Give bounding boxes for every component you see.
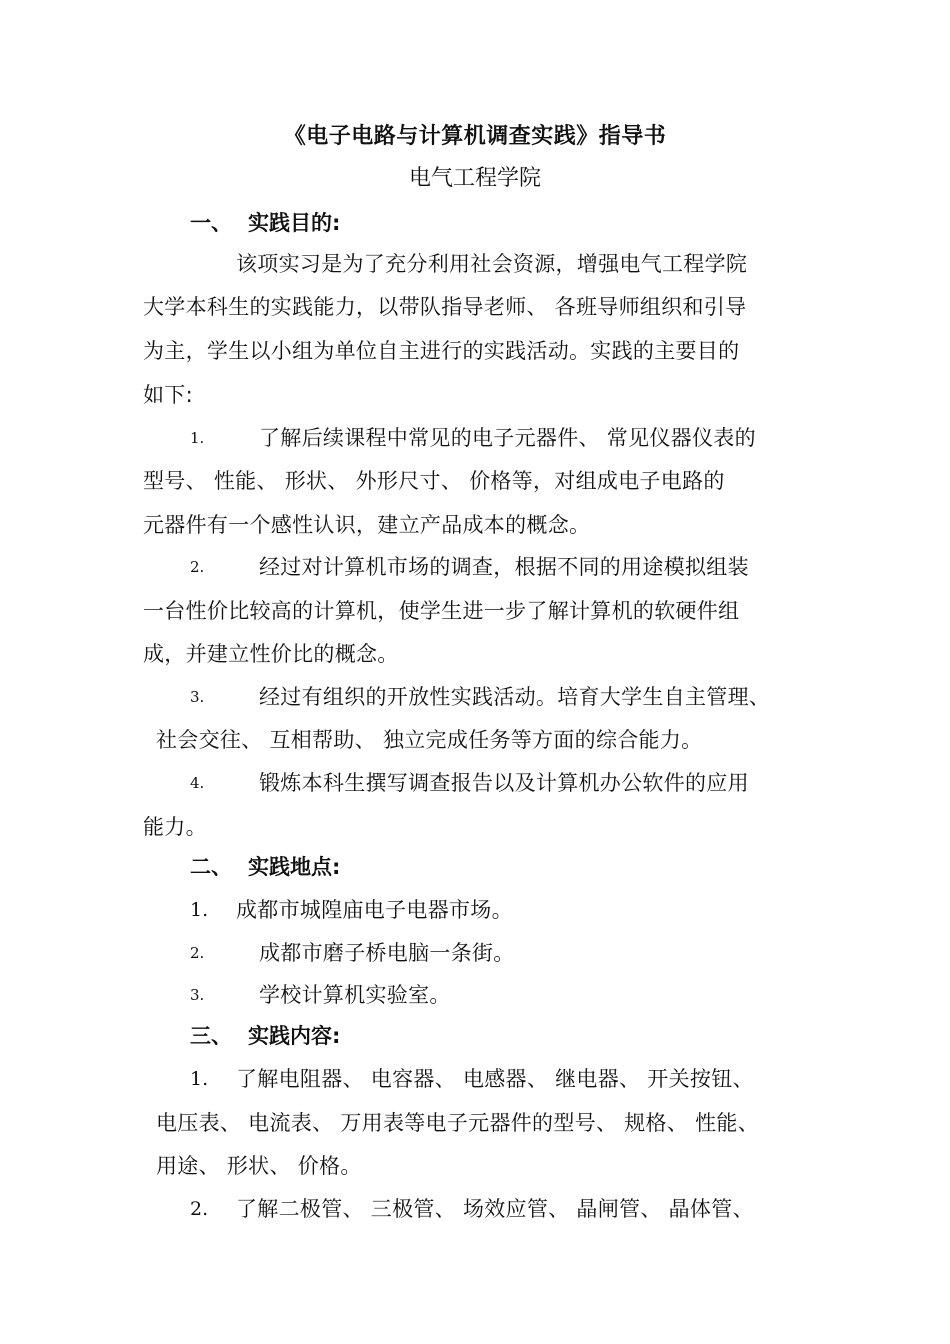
paragraph-line: 大学本科生的实践能力，以带队指导老师、 各班导师组织和引导 — [143, 295, 747, 319]
list-item-line: 成都市磨子桥电脑一条街。 — [259, 941, 515, 965]
section-1-heading — [190, 205, 340, 241]
section-number: 三、 — [190, 1024, 232, 1048]
document-title: 《电子电路与计算机调查实践》指导书 — [283, 124, 667, 149]
list-item-line: 用途、 形状、 价格。 — [156, 1154, 362, 1178]
list-item-line: 了解二极管、 三极管、 场效应管、 晶闸管、 晶体管、 — [236, 1197, 754, 1221]
list-marker: 4. — [190, 774, 205, 792]
section-number: 一、 — [190, 211, 232, 235]
list-item-line: 型号、 性能、 形状、 外形尺寸、 价格等，对组成电子电路的 — [143, 469, 725, 493]
list-item-line: 社会交往、 互相帮助、 独立完成任务等方面的综合能力。 — [156, 728, 703, 752]
list-item-line: 学校计算机实验室。 — [259, 983, 451, 1007]
list-item-line: 能力。 — [143, 815, 207, 839]
list-marker: 1. — [190, 899, 209, 921]
list-marker: 1. — [190, 429, 205, 447]
paragraph-line: 为主，学生以小组为单位自主进行的实践活动。实践的主要目的 — [143, 339, 740, 363]
list-item-line: 了解后续课程中常见的电子元器件、 常见仪器仪表的 — [259, 426, 756, 450]
list-marker: 3. — [190, 688, 205, 706]
list-marker: 2. — [190, 558, 205, 576]
paragraph-line: 该项实习是为了充分利用社会资源，增强电气工程学院 — [236, 252, 748, 276]
list-item-line: 锻炼本科生撰写调查报告以及计算机办公软件的应用 — [259, 771, 749, 795]
list-marker: 2. — [190, 944, 205, 962]
paragraph-line: 如下: — [143, 383, 193, 407]
section-2-heading — [190, 849, 340, 885]
list-marker: 1. — [190, 1068, 209, 1090]
list-item-line: 成都市城隍庙电子电器市场。 — [236, 898, 513, 922]
list-item-line: 一台性价比较高的计算机，使学生进一步了解计算机的软硬件组 — [143, 599, 740, 623]
list-item-line: 成，并建立性价比的概念。 — [143, 642, 399, 666]
list-item-line: 经过有组织的开放性实践活动。培育大学生自主管理、 — [259, 685, 771, 709]
section-title: 实践内容: — [248, 1024, 341, 1048]
list-item-line: 元器件有一个感性认识，建立产品成本的概念。 — [143, 513, 591, 537]
list-marker: 2. — [190, 1198, 209, 1220]
list-marker: 3. — [190, 986, 205, 1004]
section-number: 二、 — [190, 855, 232, 879]
section-title: 实践地点: — [248, 855, 341, 879]
section-3-heading — [190, 1018, 340, 1054]
document-department: 电气工程学院 — [408, 166, 541, 191]
section-title: 实践目的: — [248, 211, 341, 235]
list-item-line: 经过对计算机市场的调查，根据不同的用途模拟组装 — [259, 555, 749, 579]
list-item-line: 了解电阻器、 电容器、 电感器、 继电器、 开关按钮、 — [236, 1067, 754, 1091]
list-item-line: 电压表、 电流表、 万用表等电子元器件的型号、 规格、 性能、 — [156, 1111, 759, 1135]
